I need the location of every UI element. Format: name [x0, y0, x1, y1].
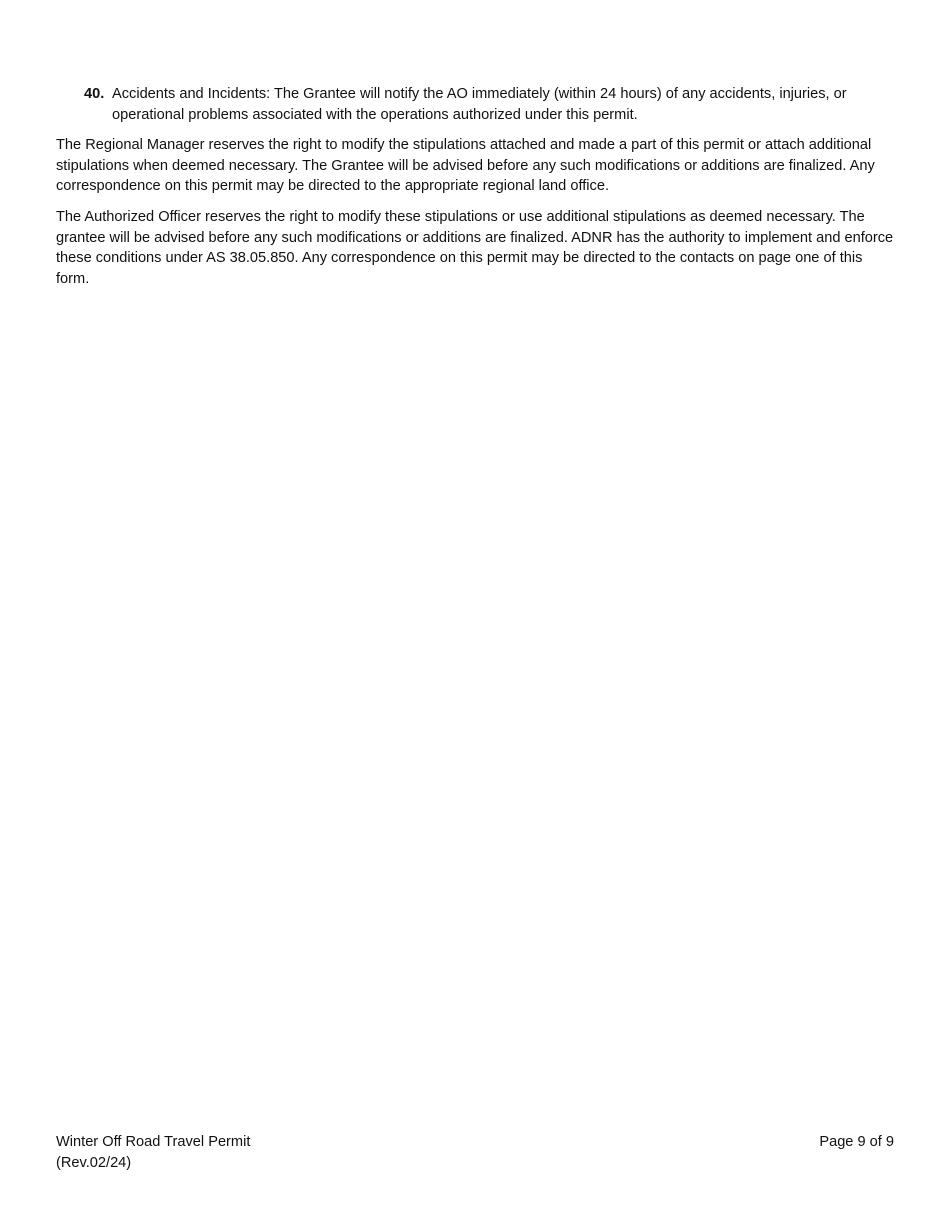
footer-page-number: Page 9 of 9: [819, 1134, 894, 1150]
regional-manager-paragraph: The Regional Manager reserves the right to modify the stipulations attached and made a part of this permit or attach additional stipulations when deemed necessary. The Grantee will be advised before any such modifications or additions are finalized. Any correspondence on this permit may be directed to the appropriate regional land office.: [56, 137, 875, 195]
authorized-officer-paragraph: The Authorized Officer reserves the right to modify these stipulations or use additional stipulations as deemed necessary. The grantee will be advised before any such modifications or additions are finalized. ADNR has the authority to implement and enforce these conditions under AS 38.05.850. Any correspondence on this permit may be directed to the contacts on page one of this form.: [56, 208, 894, 287]
footer-revision: (Rev.02/24): [56, 1154, 132, 1171]
stipulation-text: Accidents and Incidents: The Grantee will notify the AO immediately (within 24 hours) of any accidents, injuries, or operational problems associated with the operations authorized under this permit.: [112, 86, 847, 123]
stipulation-item-40: [84, 84, 896, 125]
footer-form-info: [56, 1132, 456, 1173]
page-body: [56, 84, 896, 299]
stipulation-number: 40.: [84, 86, 105, 102]
footer-form-title: Winter Off Road Travel Permit: [56, 1134, 251, 1150]
